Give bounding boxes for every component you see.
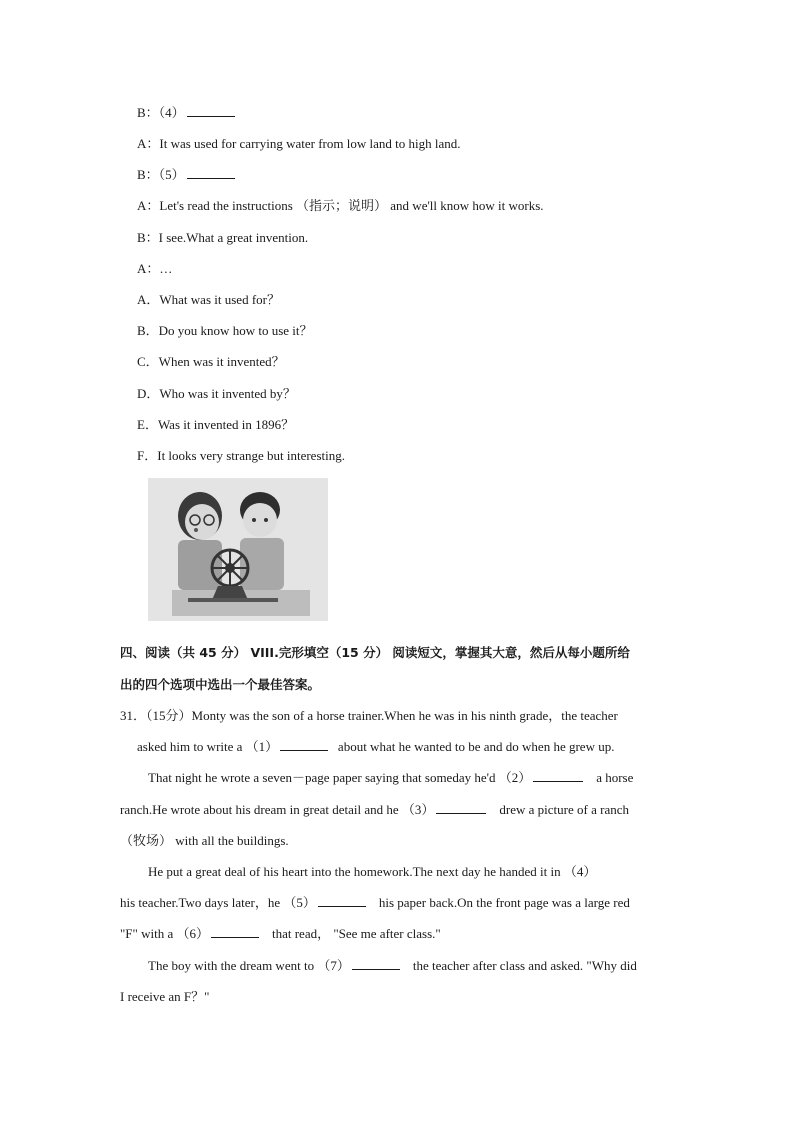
passage-line-4: ranch.He wrote about his dream in great detail and he （3） drew a picture of a ranch xyxy=(120,802,629,817)
dialogue-line-3: B：（5） xyxy=(137,166,235,184)
passage-line-9: The boy with the dream went to （7） the teacher after class and asked. "Why did xyxy=(148,958,637,973)
illustration-svg xyxy=(148,478,328,621)
dialogue-line-6: A：… xyxy=(137,261,173,276)
passage-line-2: asked him to write a （1） about what he wanted to be and do when he grew up. xyxy=(137,739,615,754)
passage-line-5: （牧场） with all the buildings. xyxy=(120,833,289,848)
passage-line-10: I receive an F？" xyxy=(120,989,210,1004)
passage-line-6: He put a great deal of his heart into the homework.The next day he handed it in （4） xyxy=(148,864,597,879)
answer-blank-2[interactable] xyxy=(533,769,583,782)
passage-line-7: his teacher.Two days later，he （5） his paper back.On the front page was a large red xyxy=(120,895,630,910)
answer-blank-1[interactable] xyxy=(280,738,328,751)
option-c: C．When was it invented？ xyxy=(137,354,285,369)
option-d: D．Who was it invented by？ xyxy=(137,386,296,401)
answer-blank-5[interactable] xyxy=(187,166,235,179)
answer-blank-6[interactable] xyxy=(211,925,259,938)
answer-blank-3[interactable] xyxy=(436,801,486,814)
section-heading-line-2: 出的四个选项中选出一个最佳答案。 xyxy=(120,677,321,692)
dialogue-line-2: A：It was used for carrying water from low land to high land. xyxy=(137,136,461,151)
option-a: A．What was it used for？ xyxy=(137,292,280,307)
option-f: F．It looks very strange but interesting. xyxy=(137,448,345,463)
answer-blank-7[interactable] xyxy=(352,957,400,970)
illustration-children-water-wheel xyxy=(148,478,328,621)
dialogue-line-1: B：（4） xyxy=(137,104,235,122)
passage-line-1: 31．（15分）Monty was the son of a horse trainer.When he was in his ninth grade，the teacher xyxy=(120,708,618,723)
passage-line-3: That night he wrote a seven－page paper saying that someday he'd （2） a horse xyxy=(148,770,634,785)
passage-line-8: "F" with a （6） that read， "See me after class." xyxy=(120,926,441,941)
section-heading-line-1: 四、阅读（共 45 分） VIII.完形填空（15 分） 阅读短文，掌握其大意，然后从每小题所给 xyxy=(120,645,630,660)
answer-blank-4[interactable] xyxy=(187,104,235,117)
dialogue-line-4: A：Let's read the instructions （指示；说明） and we'll know how it works. xyxy=(137,198,544,213)
dialogue-line-5: B：I see.What a great invention. xyxy=(137,230,309,245)
option-b: B．Do you know how to use it？ xyxy=(137,323,313,338)
option-e: E．Was it invented in 1896？ xyxy=(137,417,295,432)
answer-blank-5b[interactable] xyxy=(318,894,366,907)
